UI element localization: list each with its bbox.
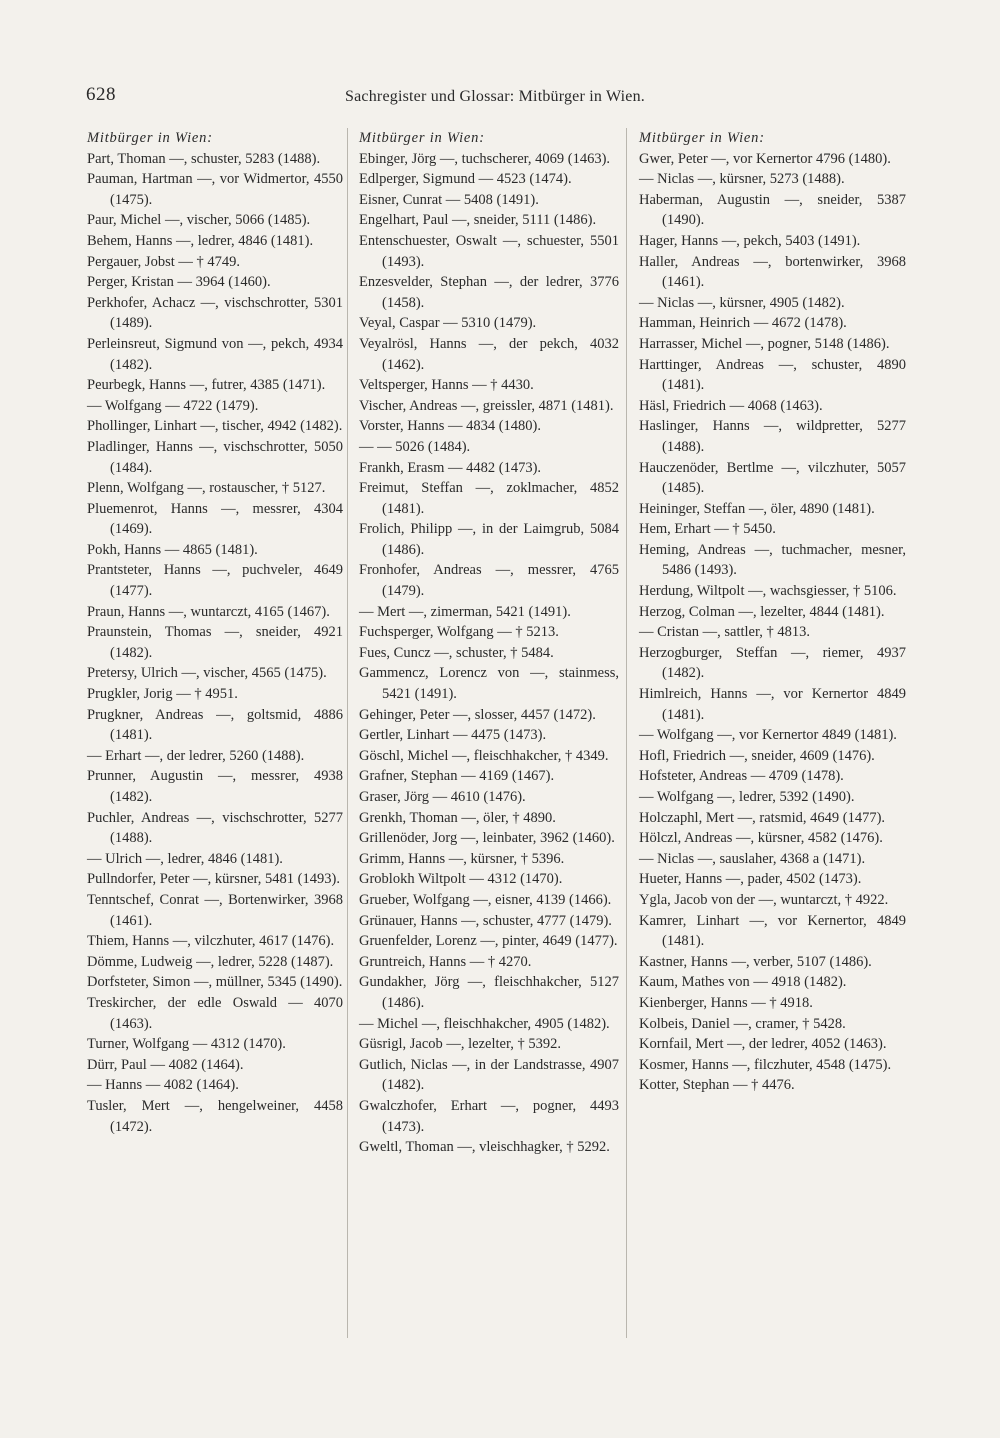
index-entry: — Mert —, zimerman, 5421 (1491).: [359, 603, 571, 620]
index-entry: Dorfsteter, Simon —, müllner, 5345 (1490).: [87, 974, 343, 991]
index-entry: — Ulrich —, ledrer, 4846 (1481).: [87, 850, 283, 867]
index-column-1: [87, 128, 343, 1137]
index-entry: Holczaphl, Mert —, ratsmid, 4649 (1477).: [639, 809, 886, 826]
index-entry: Pauman, Hartman —, vor Widmertor, 4550 (1475).: [87, 171, 343, 208]
index-entry: Pladlinger, Hanns —, vischschrotter, 5050 (1484).: [87, 438, 343, 476]
index-entry: — Niclas —, kürsner, 4905 (1482).: [639, 294, 845, 311]
index-entry: Gammencz, Lorencz von —, stainmess, 5421 (1491).: [359, 665, 619, 703]
index-entry: Veltsperger, Hanns — † 4430.: [359, 377, 534, 394]
index-entry: — Cristan —, sattler, † 4813.: [639, 624, 810, 641]
index-entry: Häsl, Friedrich — 4068 (1463).: [639, 397, 823, 414]
index-entry: Prugkner, Andreas —, goltsmid, 4886 (1481).: [87, 706, 343, 744]
index-entry: Pluemenrot, Hanns —, messrer, 4304 (1469).: [87, 500, 343, 538]
index-entry: Göschl, Michel —, fleischhakcher, † 4349.: [359, 747, 609, 764]
index-entry: Grimm, Hanns —, kürsner, † 5396.: [359, 850, 565, 867]
index-entry: Haberman, Augustin —, sneider, 5387 (1490).: [639, 191, 906, 229]
index-entry: Harrasser, Michel —, pogner, 5148 (1486).: [639, 335, 890, 352]
index-entry: Gertler, Linhart — 4475 (1473).: [359, 727, 547, 744]
column-heading: Mitbürger in Wien:: [87, 130, 213, 146]
index-entry: Herzogburger, Steffan —, riemer, 4937 (1482).: [639, 644, 906, 682]
index-entry: Perger, Kristan — 3964 (1460).: [87, 274, 271, 291]
index-entry: Tusler, Mert —, hengelweiner, 4458 (1472).: [87, 1097, 343, 1135]
index-entry: Hueter, Hanns —, pader, 4502 (1473).: [639, 871, 862, 888]
index-entry: Gutlich, Niclas —, in der Landstrasse, 4907 (1482).: [359, 1056, 619, 1094]
index-entry: Prantsteter, Hanns —, puchveler, 4649 (1477).: [87, 562, 343, 600]
index-entry: Hager, Hanns —, pekch, 5403 (1491).: [639, 232, 861, 249]
index-entry: Prunner, Augustin —, messrer, 4938 (1482).: [87, 768, 343, 805]
index-entry: Paur, Michel —, vischer, 5066 (1485).: [87, 212, 311, 229]
index-entry: Dürr, Paul — 4082 (1464).: [87, 1056, 244, 1073]
index-entry: Hölczl, Andreas —, kürsner, 4582 (1476).: [639, 830, 883, 847]
index-entry: Kastner, Hanns —, verber, 5107 (1486).: [639, 953, 872, 970]
index-entry: Treskircher, der edle Oswald — 4070 (1463).: [87, 994, 343, 1032]
index-entry: Frankh, Erasm — 4482 (1473).: [359, 459, 542, 476]
index-entry: Enzesvelder, Stephan —, der ledrer, 3776 (1458).: [359, 274, 619, 311]
index-entry: Gwer, Peter —, vor Kernertor 4796 (1480).: [639, 150, 891, 167]
index-entry: Gruenfelder, Lorenz —, pinter, 4649 (1477).: [359, 933, 618, 950]
index-entry: — Wolfgang —, ledrer, 5392 (1490).: [639, 789, 855, 805]
index-entry: — Wolfgang — 4722 (1479).: [87, 397, 259, 414]
index-entry: Haslinger, Hanns —, wildpretter, 5277 (1488).: [639, 418, 906, 455]
index-entry: Hauczenöder, Bertlme —, vilczhuter, 5057 (1485).: [639, 459, 906, 497]
index-entry: Kienberger, Hanns — † 4918.: [639, 994, 813, 1011]
index-entry: Perkhofer, Achacz —, vischschrotter, 5301 (1489).: [87, 294, 343, 332]
index-entry: Groblokh Wiltpolt — 4312 (1470).: [359, 871, 563, 888]
index-entry: Ebinger, Jörg —, tuchscherer, 4069 (1463).: [359, 150, 611, 167]
index-entry: Tenntschef, Conrat —, Bortenwirker, 3968 (1461).: [87, 891, 343, 929]
index-entry: Plenn, Wolfgang —, rostauscher, † 5127.: [87, 480, 326, 497]
index-entry: — Michel —, fleischhakcher, 4905 (1482).: [359, 1015, 610, 1032]
index-entry: Engelhart, Paul —, sneider, 5111 (1486).: [359, 212, 597, 229]
index-entry: Himlreich, Hanns —, vor Kernertor 4849 (1481).: [639, 686, 906, 723]
column-heading: Mitbürger in Wien:: [359, 130, 485, 146]
index-entry: Grenkh, Thoman —, öler, † 4890.: [359, 809, 556, 826]
index-entry: Eisner, Cunrat — 5408 (1491).: [359, 191, 539, 208]
index-entry: Entenschuester, Oswalt —, schuester, 5501 (1493).: [359, 232, 619, 270]
index-entry: Grueber, Wolfgang —, eisner, 4139 (1466).: [359, 891, 612, 908]
column-divider: [626, 128, 627, 1338]
index-entry: Heininger, Steffan —, öler, 4890 (1481).: [639, 500, 875, 517]
index-entry: — Erhart —, der ledrer, 5260 (1488).: [87, 747, 305, 764]
index-entry: Kotter, Stephan — † 4476.: [639, 1077, 795, 1094]
index-entry: Hofl, Friedrich —, sneider, 4609 (1476).: [639, 747, 875, 764]
index-entry: — Niclas —, kürsner, 5273 (1488).: [639, 171, 845, 188]
index-entry: — — 5026 (1484).: [359, 438, 471, 455]
index-entry: Heming, Andreas —, tuchmacher, mesner, 5486 (1493).: [639, 541, 906, 579]
index-entry: Kamrer, Linhart —, vor Kernertor, 4849 (1481).: [639, 912, 906, 950]
index-entry: Frolich, Philipp —, in der Laimgrub, 5084 (1486).: [359, 521, 619, 558]
index-entry: Behem, Hanns —, ledrer, 4846 (1481).: [87, 232, 314, 249]
index-entry: Gwalczhofer, Erhart —, pogner, 4493 (1473).: [359, 1097, 619, 1135]
running-head: Sachregister und Glossar: Mitbürger in Wien.: [345, 88, 645, 105]
index-entry: Dömme, Ludweig —, ledrer, 5228 (1487).: [87, 953, 334, 970]
index-entry: Grafner, Stephan — 4169 (1467).: [359, 768, 555, 785]
index-entry: Thiem, Hanns —, vilczhuter, 4617 (1476).: [87, 933, 335, 950]
index-entry: Harttinger, Andreas —, schuster, 4890 (1481).: [639, 356, 906, 394]
column-heading: Mitbürger in Wien:: [639, 130, 765, 146]
index-entry: Edlperger, Sigmund — 4523 (1474).: [359, 171, 572, 188]
index-entry: Prugkler, Jorig — † 4951.: [87, 686, 238, 703]
index-entry: Gweltl, Thoman —, vleischhagker, † 5292.: [359, 1139, 610, 1156]
index-entry: Vischer, Andreas —, greissler, 4871 (1481).: [359, 397, 614, 414]
column-divider: [347, 128, 348, 1338]
index-entry: Gehinger, Peter —, slosser, 4457 (1472).: [359, 706, 596, 723]
index-entry: Praun, Hanns —, wuntarczt, 4165 (1467).: [87, 603, 330, 620]
index-entry: Kolbeis, Daniel —, cramer, † 5428.: [639, 1015, 846, 1032]
index-entry: — Niclas —, sauslaher, 4368 a (1471).: [639, 850, 866, 867]
index-entry: Herzog, Colman —, lezelter, 4844 (1481).: [639, 603, 885, 620]
index-entry: Grillenöder, Jorg —, leinbater, 3962 (1460).: [359, 830, 615, 847]
index-entry: Freimut, Steffan —, zoklmacher, 4852 (1481).: [359, 480, 619, 517]
index-entry: Hem, Erhart — † 5450.: [639, 521, 776, 538]
index-entry: Praunstein, Thomas —, sneider, 4921 (1482).: [87, 624, 343, 661]
index-entry: Phollinger, Linhart —, tischer, 4942 (1482).: [87, 418, 343, 435]
index-entry: Güsrigl, Jacob —, lezelter, † 5392.: [359, 1036, 561, 1053]
index-entry: Peurbegk, Hanns —, futrer, 4385 (1471).: [87, 377, 326, 394]
index-entry: Part, Thoman —, schuster, 5283 (1488).: [87, 150, 321, 167]
index-entry: Turner, Wolfgang — 4312 (1470).: [87, 1036, 286, 1053]
index-entry: — Wolfgang —, vor Kernertor 4849 (1481).: [639, 727, 897, 744]
index-entry: Pokh, Hanns — 4865 (1481).: [87, 541, 258, 558]
index-entry: Gruntreich, Hanns — † 4270.: [359, 953, 532, 970]
index-entry: Fuchsperger, Wolfgang — † 5213.: [359, 624, 559, 641]
index-entry: Ygla, Jacob von der —, wuntarczt, † 4922.: [639, 891, 889, 908]
index-entry: Pergauer, Jobst — † 4749.: [87, 253, 241, 270]
index-entry: Fues, Cuncz —, schuster, † 5484.: [359, 644, 554, 661]
index-column-3: [639, 128, 906, 1096]
index-entry: Veyalrösl, Hanns —, der pekch, 4032 (1462).: [359, 335, 619, 373]
index-entry: Graser, Jörg — 4610 (1476).: [359, 789, 526, 805]
index-entry: Pretersy, Ulrich —, vischer, 4565 (1475).: [87, 665, 327, 682]
index-entry: Hamman, Heinrich — 4672 (1478).: [639, 315, 847, 332]
index-entry: Veyal, Caspar — 5310 (1479).: [359, 315, 537, 332]
index-entry: Fronhofer, Andreas —, messrer, 4765 (1479).: [359, 562, 619, 600]
index-entry: Kornfail, Mert —, der ledrer, 4052 (1463).: [639, 1036, 887, 1053]
index-entry: Puchler, Andreas —, vischschrotter, 5277 (1488).: [87, 809, 343, 847]
index-entry: Kosmer, Hanns —, filczhuter, 4548 (1475).: [639, 1056, 892, 1073]
index-entry: Hofsteter, Andreas — 4709 (1478).: [639, 768, 844, 785]
index-entry: Haller, Andreas —, bortenwirker, 3968 (1461).: [639, 253, 906, 291]
index-entry: Grünauer, Hanns —, schuster, 4777 (1479).: [359, 912, 612, 929]
index-entry: Vorster, Hanns — 4834 (1480).: [359, 418, 541, 435]
index-entry: Pullndorfer, Peter —, kürsner, 5481 (1493).: [87, 871, 340, 888]
index-column-2: [359, 128, 619, 1158]
page-number: 628: [86, 84, 116, 105]
index-entry: Kaum, Mathes von — 4918 (1482).: [639, 974, 847, 991]
index-entry: Herdung, Wiltpolt —, wachsgiesser, † 5106.: [639, 583, 897, 600]
index-entry: — Hanns — 4082 (1464).: [87, 1077, 239, 1094]
index-entry: Gundakher, Jörg —, fleischhakcher, 5127 (1486).: [359, 974, 619, 1011]
index-entry: Perleinsreut, Sigmund von —, pekch, 4934 (1482).: [87, 335, 343, 373]
